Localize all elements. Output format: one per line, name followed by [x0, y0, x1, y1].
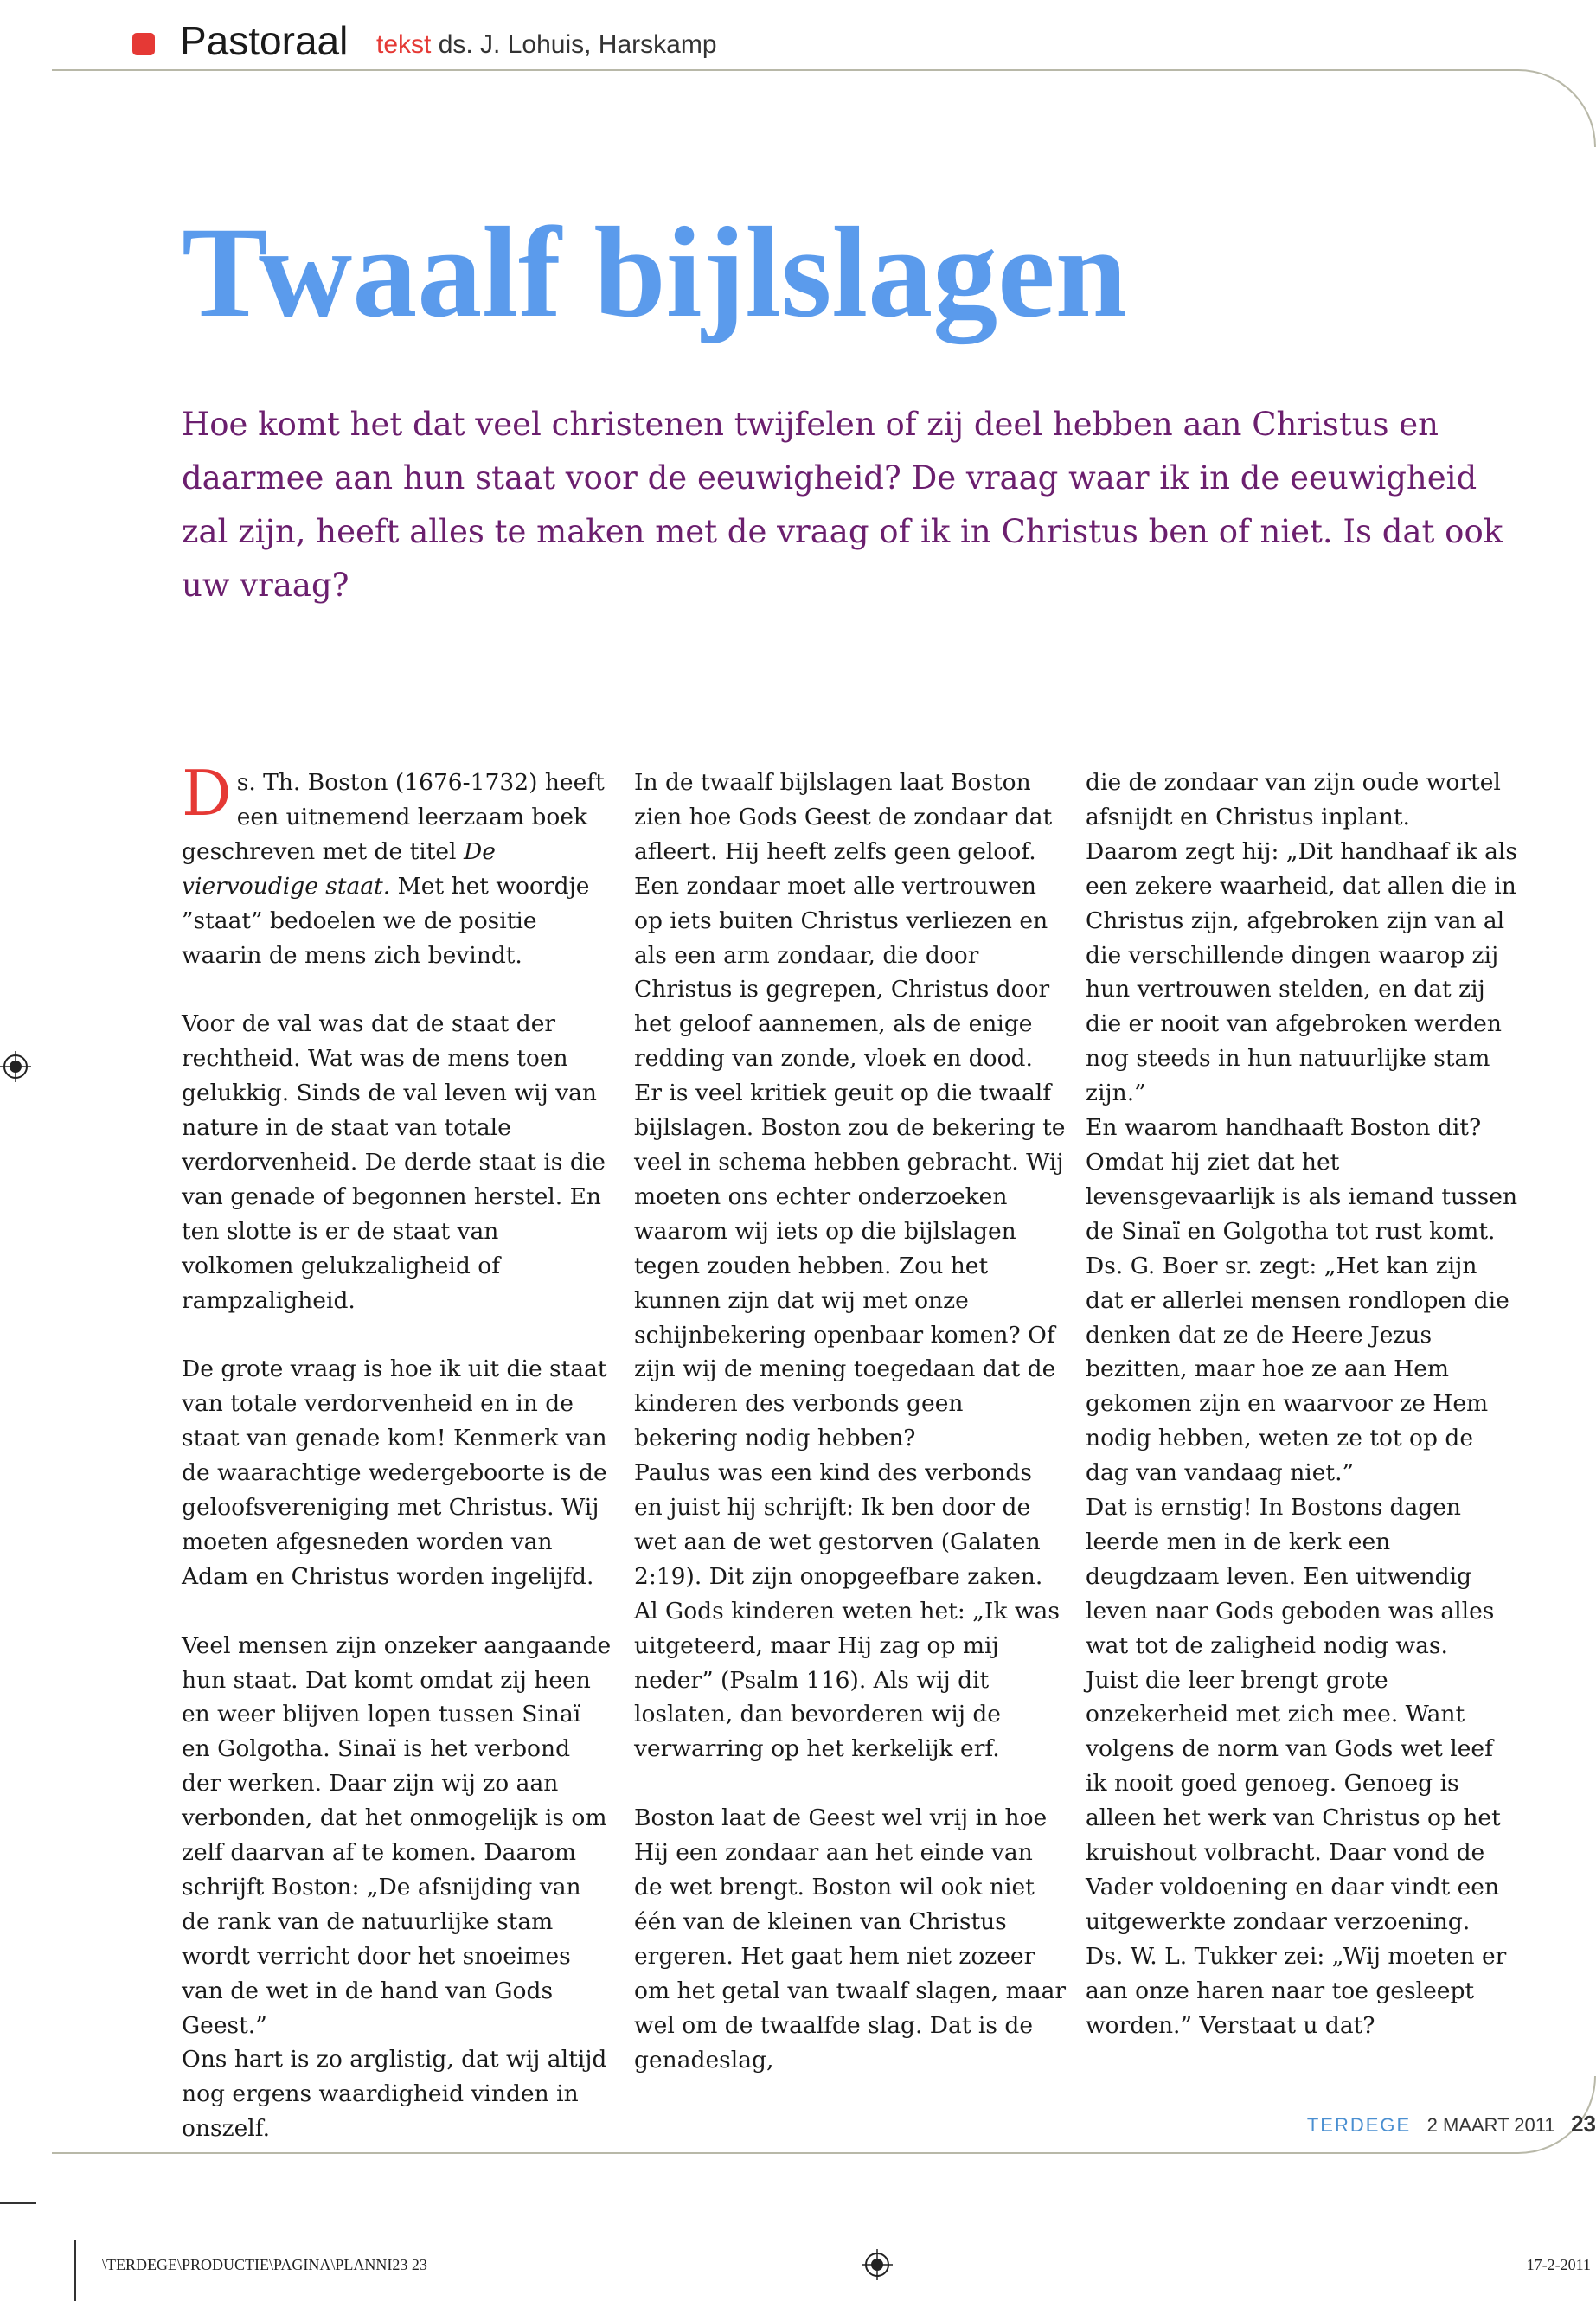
- paragraph: Voor de val was dat de staat der rechtheid. Wat was de mens toen gelukkig. Sinds de val leven wij van nature in de staat van totale verdorvenheid. De derde staat is die van genade of begonnen herstel. En ten slotte is er de staat van volkomen gelukzaligheid of rampzaligheid.: [182, 1010, 606, 1314]
- paragraph-text: s. Th. Boston (1676-1732) heeft een uitnemend leerzaam boek geschreven met de titel: [182, 769, 605, 865]
- magazine-name: TERDEGE: [1306, 2114, 1412, 2136]
- registration-mark-icon: [0, 1051, 31, 1082]
- crop-mark: [74, 2240, 76, 2301]
- paragraph: Ds. W. L. Tukker zei: „Wij moeten er aan onze haren naar toe gesleept worden.” Verstaat u dat?: [1086, 1942, 1507, 2039]
- section-name: Pastoraal: [180, 18, 349, 63]
- byline-author: ds. J. Lohuis, Harskamp: [438, 30, 717, 59]
- section-marker-icon: [132, 33, 155, 55]
- paragraph: Juist die leer brengt grote onzekerheid met zich mee. Want volgens de norm van Gods wet leef ik nooit goed genoeg. Genoeg is alleen het werk van Christus op het kruishout volbracht. Daar vond de Vader voldoening en daar vindt een uitgewerkte zondaar verzoening.: [1086, 1666, 1501, 1935]
- book-title: De viervoudige staat.: [182, 837, 496, 900]
- registration-mark-icon: [862, 2249, 893, 2280]
- byline-label: tekst: [376, 30, 432, 59]
- print-slug-path: \TERDEGE\PRODUCTIE\PAGINA\PLANNI23 23: [102, 2256, 427, 2273]
- paragraph: Ons hart is zo arglistig, dat wij altijd nog ergens waardigheid vinden in onszelf.: [182, 2046, 607, 2143]
- paragraph: Veel mensen zijn onzeker aangaande hun staat. Dat komt omdat zij heen en weer blijven lopen tussen Sinaï en Golgotha. Sinaï is het verbond der werken. Daar zijn wij zo aan verbonden, dat het onmogelijk is om zelf daarvan af te komen. Daarom schrijft Boston: „De afsnijding van de rank van de natuurlijke stam wordt verricht door het snoeimes van de wet in de hand van Gods Geest.”: [182, 1631, 612, 2039]
- paragraph: De grote vraag is hoe ik uit die staat van totale verdorvenheid en in de staat van genade kom! Kenmerk van de waarachtige wedergeboorte is de geloofsvereniging met Christus. Wij moeten afgesneden worden van Adam en Christus worden ingelijfd.: [182, 1356, 607, 1590]
- paragraph: [182, 757, 614, 972]
- print-slug-date: 17-2-2011: [1526, 2256, 1591, 2273]
- paragraph: Er is veel kritiek geuit op die twaalf bijlslagen. Boston zou de bekering te veel in schema hebben gebracht. Wij moeten ons echter onderzoeken waarom wij iets op die bijlslagen tegen zouden hebben. Zou het kunnen zijn dat wij met onze schijnbekering openbaar komen? Of zijn wij de mening toegedaan dat de kinderen des verbonds geen bekering nodig hebben?: [634, 1080, 1066, 1452]
- page-footer: [1307, 2111, 1596, 2138]
- paragraph: Dat is ernstig! In Bostons dagen leerde men in de kerk een deugdzaam leven. Een uitwendig leven naar Gods geboden was alles wat tot de zaligheid nodig was.: [1086, 1494, 1495, 1659]
- paragraph: En waarom handhaaft Boston dit? Omdat hij ziet dat het levensgevaarlijk is als iemand tussen de Sinaï en Golgotha tot rust komt.: [1086, 1114, 1518, 1245]
- page-number: 23: [1571, 2111, 1596, 2137]
- crop-mark: [0, 2202, 36, 2204]
- top-rule: [52, 69, 1596, 147]
- paragraph-text: Met het woordje ”staat” bedoelen we de positie waarin de mens zich bevindt.: [182, 872, 590, 969]
- paragraph: die de zondaar van zijn oude wortel afsnijdt en Christus inplant.: [1086, 769, 1501, 830]
- issue-date: 2 MAART 2011: [1426, 2114, 1555, 2136]
- byline: [376, 30, 717, 60]
- article-title: Twaalf bijlslagen: [182, 201, 1128, 344]
- dropcap: D: [182, 757, 232, 830]
- paragraph: Paulus was een kind des verbonds en juist hij schrijft: Ik ben door de wet aan de wet gestorven (Galaten 2:19). Dit zijn onopgeefbare zaken. Al Gods kinderen weten het: „Ik was uitgeteerd, maar Hij zag op mij neder” (Psalm 116). Als wij dit loslaten, dan bevorderen wij de verwarring op het kerkelijk erf.: [634, 1459, 1060, 1763]
- paragraph: Daarom zegt hij: „Dit handhaaf ik als een zekere waarheid, dat allen die in Christus zijn, afgebroken zijn van al die verschillende dingen waarop zij hun vertrouwen stelden, en dat zij die er nooit van afgebroken werden nog steeds in hun natuurlijke stam zijn.”: [1086, 837, 1517, 1107]
- paragraph: In de twaalf bijlslagen laat Boston zien hoe Gods Geest de zondaar dat afleert. Hij heeft zelfs geen geloof. Een zondaar moet alle vertrouwen op iets buiten Christus verliezen en als een arm zondaar, die door Christus is gegrepen, Christus door het geloof aannemen, als de enige redding van zonde, vloek en dood.: [634, 769, 1053, 1073]
- text-column-2: [634, 766, 1067, 2077]
- article-intro: Hoe komt het dat veel christenen twijfelen of zij deel hebben aan Christus en daarmee aan hun staat voor de eeuwigheid? De vraag waar ik in de eeuwigheid zal zijn, heeft alles te maken met de vraag of ik in Christus ben of niet. Is dat ook uw vraag?: [182, 406, 1503, 604]
- paragraph: Ds. G. Boer sr. zegt: „Het kan zijn dat er allerlei mensen rondlopen die denken dat ze de Heere Jezus bezitten, maar hoe ze aan Hem gekomen zijn en waarvoor ze Hem nodig hebben, weten ze tot op de dag van vandaag niet.”: [1086, 1252, 1509, 1487]
- text-column-1: [182, 757, 614, 2146]
- paragraph: Boston laat de Geest wel vrij in hoe Hij een zondaar aan het einde van de wet brengt. Boston wil ook niet één van de kleinen van Christus ergeren. Het gaat hem niet zozeer om het getal van twaalf slagen, maar wel om de twaalfde slag. Dat is de genadeslag,: [634, 1804, 1067, 2073]
- text-column-3: [1086, 766, 1518, 2043]
